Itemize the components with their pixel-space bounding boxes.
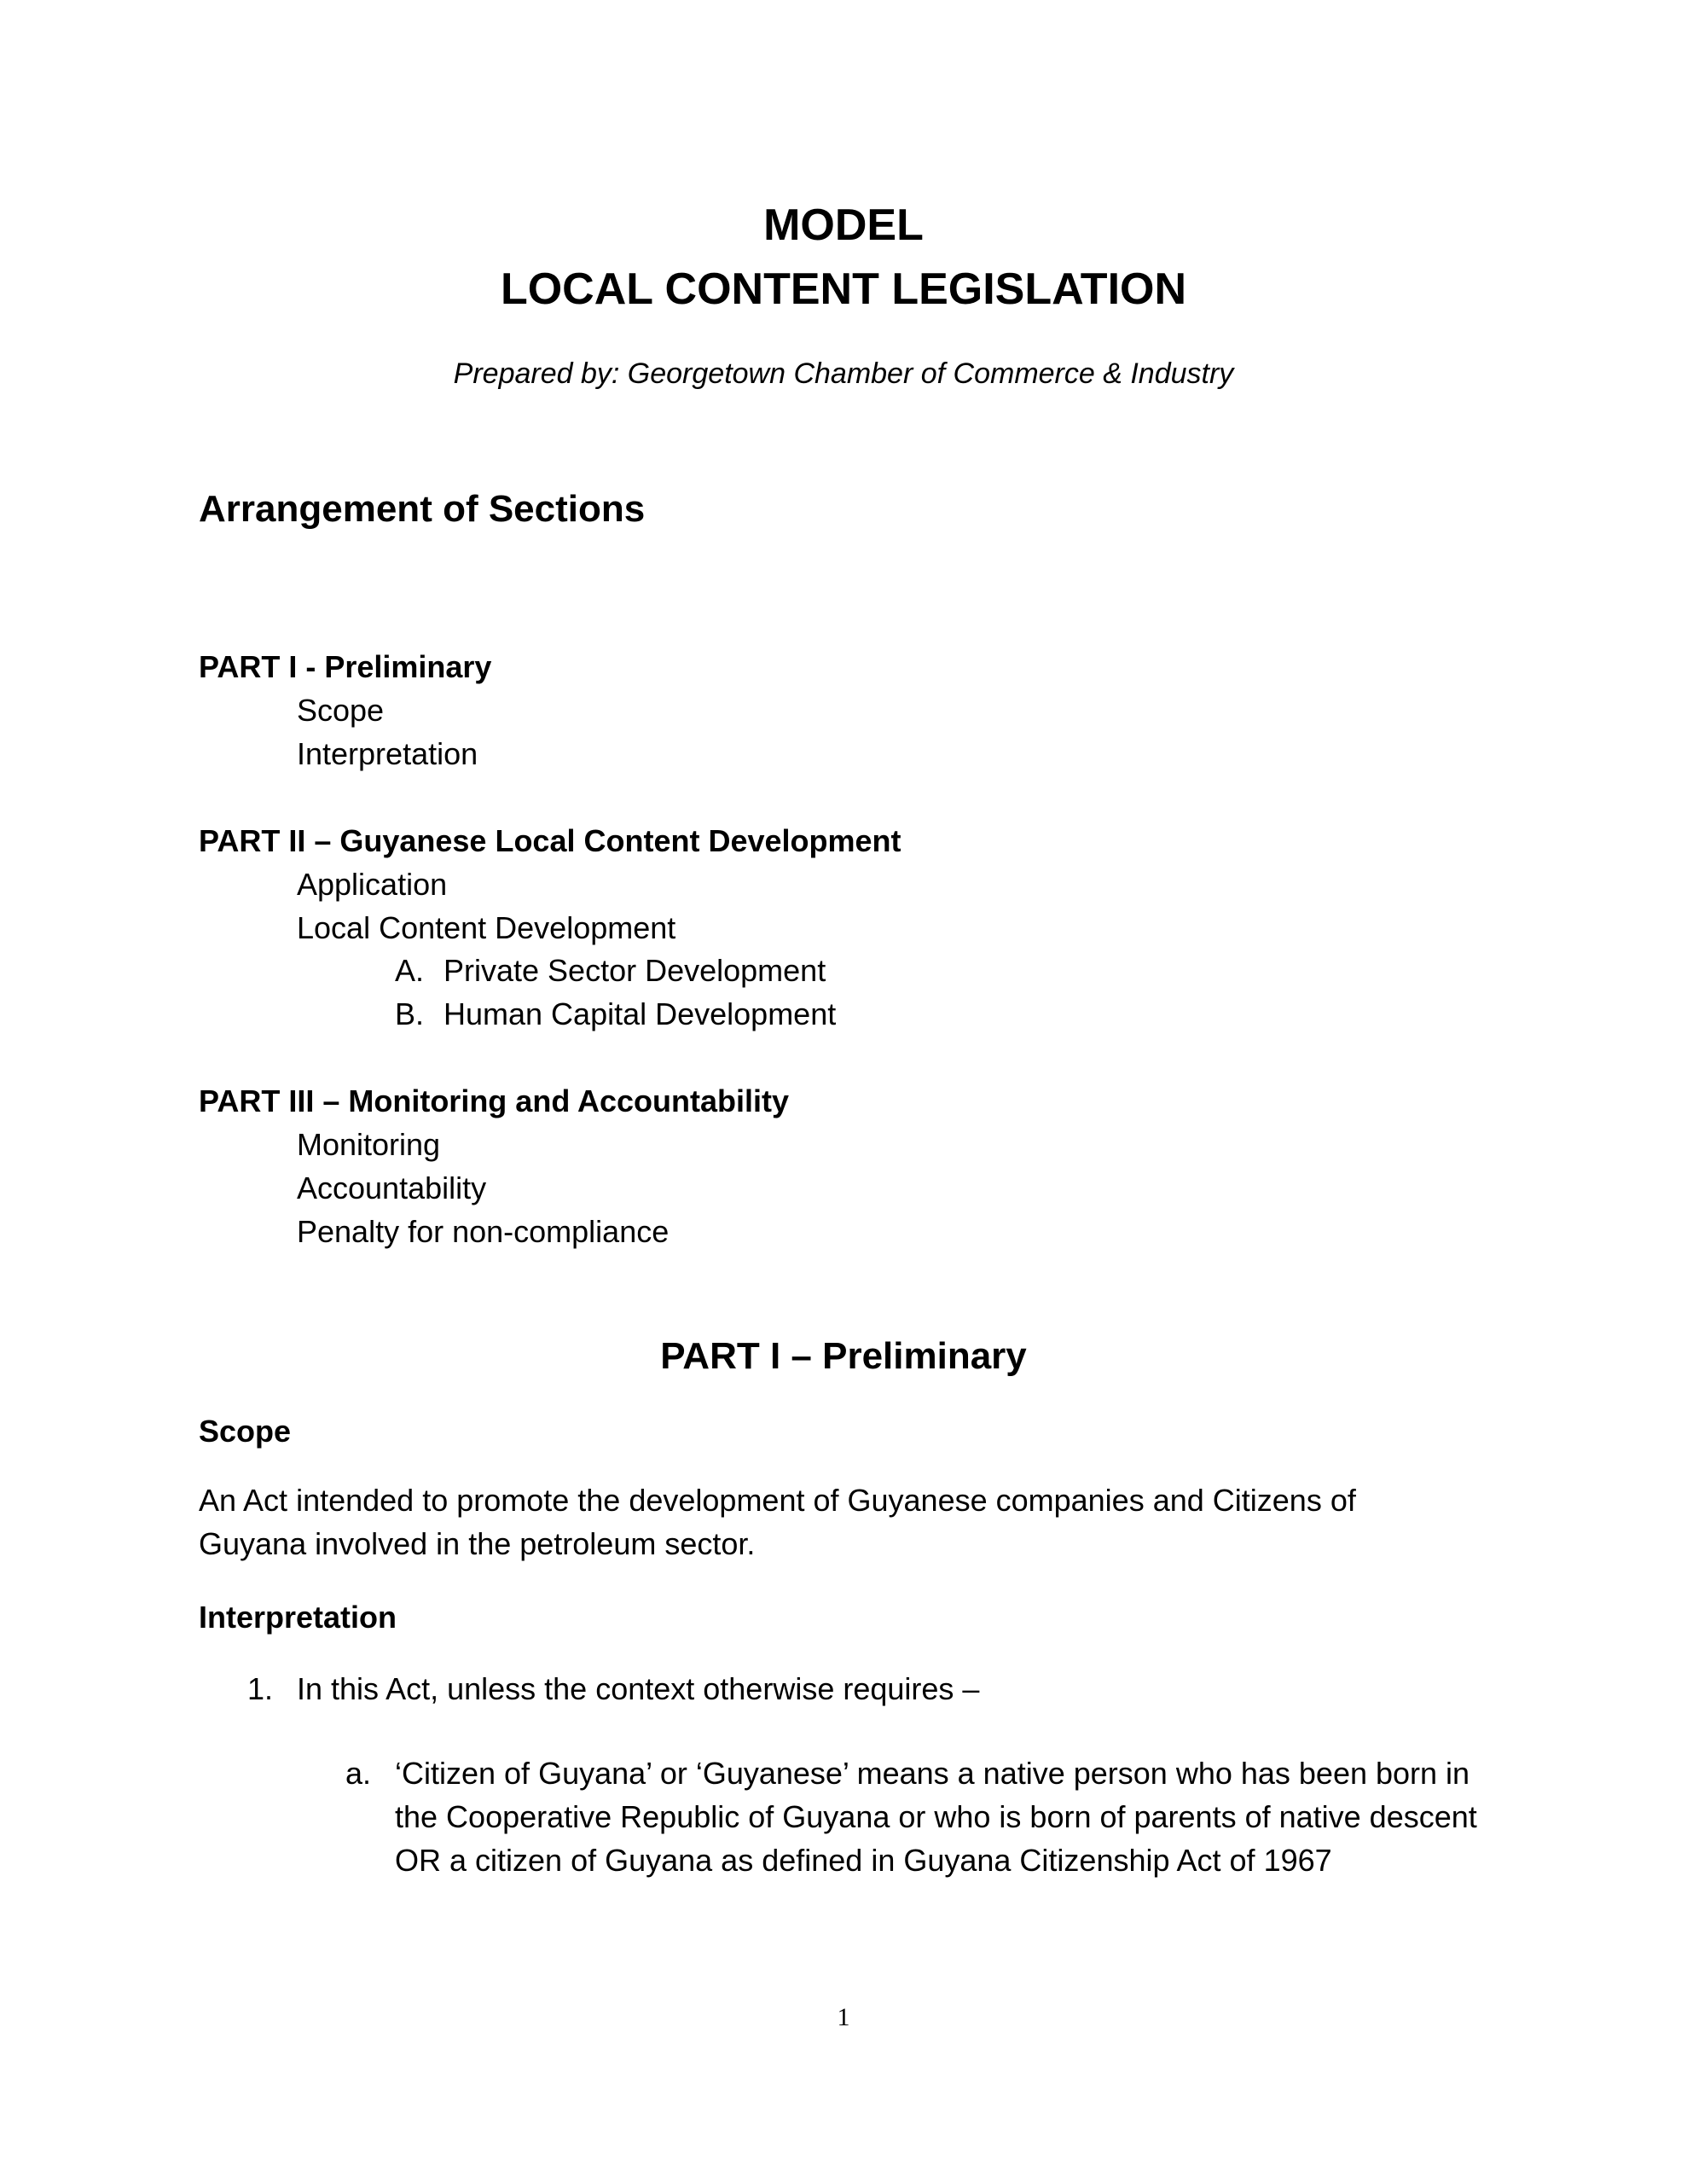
toc-item: Penalty for non-compliance — [297, 1214, 670, 1249]
toc-item: Local Content Development — [297, 910, 676, 945]
toc-subitem-letter: A. — [395, 953, 425, 988]
toc-part-1-title: PART I - Preliminary — [199, 649, 492, 684]
toc-part-2-title: PART II – Guyanese Local Content Development — [199, 823, 901, 858]
clause-text: In this Act, unless the context otherwise requires – — [297, 1671, 980, 1706]
toc-item: Scope — [297, 693, 385, 728]
toc-item: Accountability — [297, 1170, 487, 1205]
definition-letter: a. — [345, 1756, 372, 1791]
arrangement-heading: Arrangement of Sections — [199, 488, 646, 530]
toc-subitem-text: Private Sector Development — [443, 953, 826, 988]
toc-subitem-text: Human Capital Development — [443, 996, 837, 1031]
interpretation-heading: Interpretation — [199, 1600, 397, 1635]
doc-title-line2: LOCAL CONTENT LEGISLATION — [500, 264, 1187, 314]
toc-part-3-title: PART III – Monitoring and Accountability — [199, 1083, 789, 1118]
toc-subitem-letter: B. — [395, 996, 425, 1031]
scope-heading: Scope — [199, 1414, 292, 1449]
clause-number: 1. — [247, 1671, 274, 1706]
prepared-by: Prepared by: Georgetown Chamber of Commerce & Industry — [453, 357, 1234, 390]
toc-item: Application — [297, 867, 448, 902]
toc-item: Monitoring — [297, 1127, 441, 1162]
definition-text: ‘Citizen of Guyana’ or ‘Guyanese’ means a native person who has been born in the Cooperative Republic of Guyana or who is born of parents of native descent OR a citizen of Guyana as defined in Guyana Citizenship Act of 1967 — [395, 1756, 1477, 1878]
toc-item: Interpretation — [297, 736, 478, 771]
page-number: 1 — [837, 2003, 850, 2031]
doc-title-line1: MODEL — [763, 200, 924, 250]
part-1-heading: PART I – Preliminary — [660, 1335, 1027, 1377]
scope-paragraph: An Act intended to promote the development of Guyanese companies and Citizens of Guyana involved in the petroleum sector. — [199, 1483, 1356, 1561]
